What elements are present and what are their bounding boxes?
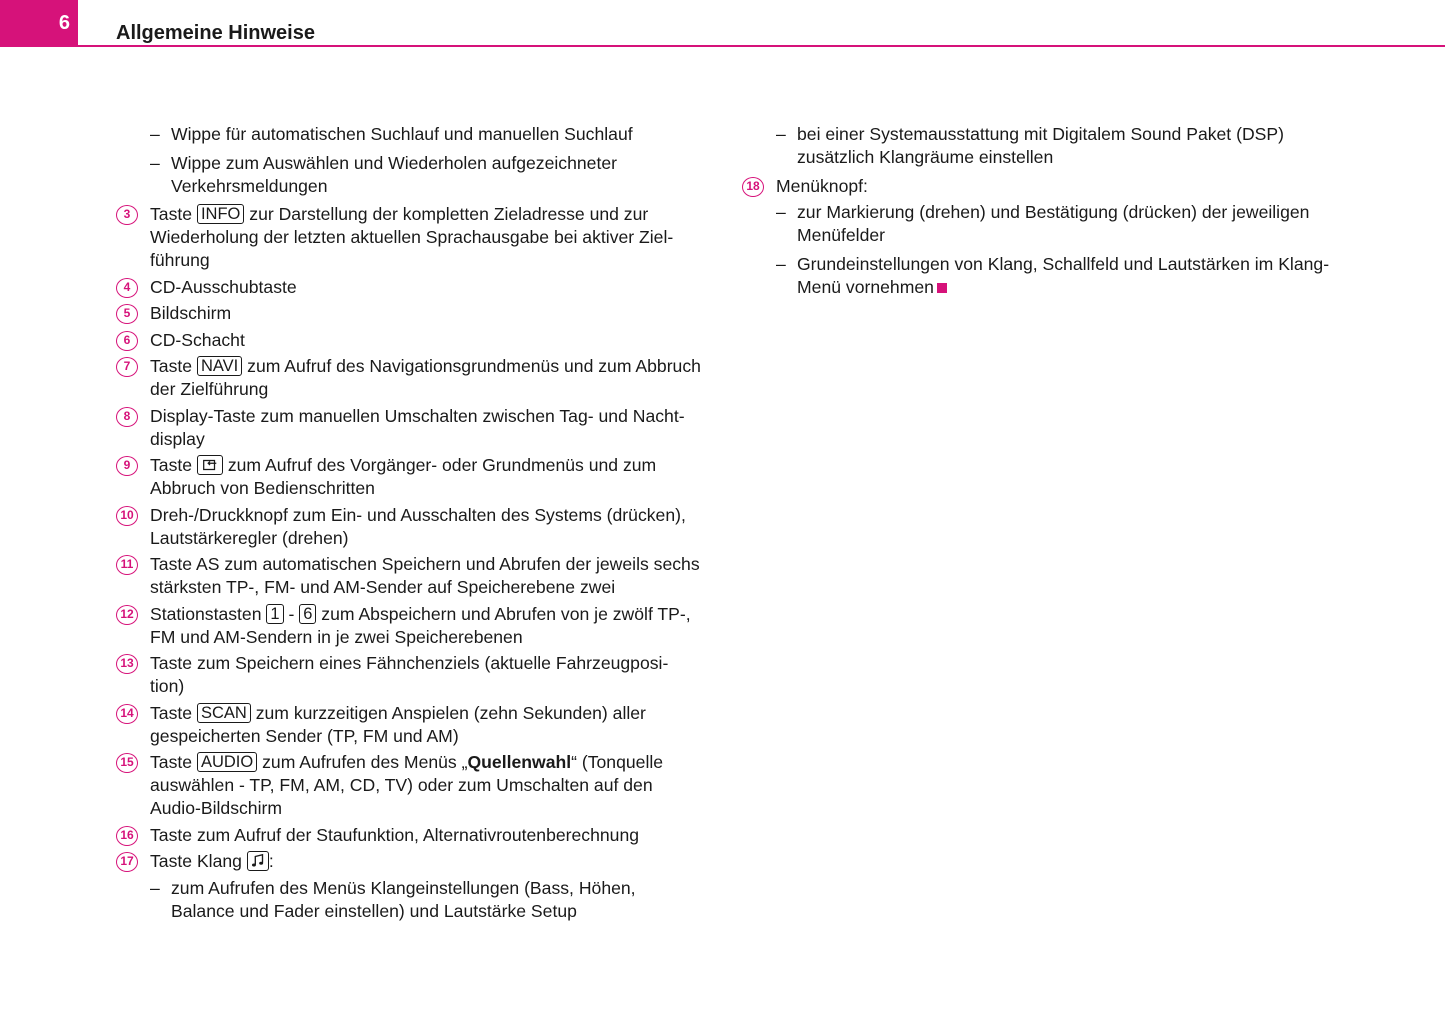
music-note-icon (247, 851, 269, 871)
list-item: 7 Taste NAVI zum Aufruf des Navigationsgrundmenüs und zum Abbruch der Zielführung (116, 355, 701, 401)
list-item: 9 Taste zum Aufruf des Vorgänger- oder Grundmenüs und zum Abbruch von Bedienschritten (116, 454, 701, 500)
item-number: 8 (116, 407, 138, 427)
item-number: 18 (742, 177, 764, 197)
list-item: – zur Markierung (drehen) und Bestätigung (drücken) der jeweiligen Menüfelder (742, 201, 1342, 247)
list-item: – Grundeinstellungen von Klang, Schallfeld und Lautstärken im Klang-Menü vornehmen (742, 253, 1342, 299)
item-number: 4 (116, 278, 138, 298)
right-column (742, 123, 1342, 304)
item-number: 17 (116, 852, 138, 872)
list-item: – zum Aufrufen des Menüs Klangeinstellungen (Bass, Höhen, Balance und Fader einstellen) und Lautstärke Setup (116, 877, 701, 923)
list-item: 16 Taste zum Aufruf der Staufunktion, Alternativroutenberechnung (116, 824, 701, 847)
back-arrow-icon (197, 455, 223, 475)
left-column (116, 123, 701, 928)
info-key: INFO (197, 204, 244, 224)
header-rule (78, 45, 1445, 47)
item-number: 3 (116, 205, 138, 225)
item-number: 15 (116, 753, 138, 773)
list-item: – bei einer Systemausstattung mit Digitalem Sound Paket (DSP) zusätzlich Klangräume einstellen (742, 123, 1342, 169)
item-number: 14 (116, 704, 138, 724)
page-title: Allgemeine Hinweise (116, 22, 315, 44)
list-item: 17 Taste Klang : (116, 850, 701, 873)
item-number: 6 (116, 331, 138, 351)
navi-key: NAVI (197, 356, 242, 376)
station-key-1: 1 (266, 604, 283, 624)
list-item: 18 Menüknopf: (742, 175, 1342, 198)
list-item: 15 Taste AUDIO zum Aufrufen des Menüs „Quellenwahl“ (Tonquelle auswählen - TP, FM, AM, CD, TV) oder zum Umschalten auf den Audio-Bildschirm (116, 751, 701, 820)
list-item: 4 CD-Ausschubtaste (116, 276, 701, 299)
station-key-6: 6 (299, 604, 316, 624)
audio-key: AUDIO (197, 752, 257, 772)
list-item: 11 Taste AS zum automatischen Speichern und Abrufen der jeweils sechs stärksten TP-, FM- und AM-Sender auf Speicherebene zwei (116, 553, 701, 599)
list-item: 13 Taste zum Speichern eines Fähnchenziels (aktuelle Fahrzeugposi-tion) (116, 652, 701, 698)
list-item: 10 Dreh-/Druckknopf zum Ein- und Ausschalten des Systems (drücken), Lautstärkeregler (drehen) (116, 504, 701, 550)
list-item: – Wippe für automatischen Suchlauf und manuellen Suchlauf (116, 123, 701, 146)
list-item: 6 CD-Schacht (116, 329, 701, 352)
item-number: 10 (116, 506, 138, 526)
item-number: 9 (116, 456, 138, 476)
scan-key: SCAN (197, 703, 251, 723)
list-item: 3 Taste INFO zur Darstellung der kompletten Zieladresse und zur Wiederholung der letzten aktuellen Sprachausgabe bei aktiver Ziel-führung (116, 203, 701, 272)
list-item: 8 Display-Taste zum manuellen Umschalten zwischen Tag- und Nacht-display (116, 405, 701, 451)
item-number: 11 (116, 555, 138, 575)
item-number: 12 (116, 605, 138, 625)
list-item: 5 Bildschirm (116, 302, 701, 325)
list-item: – Wippe zum Auswählen und Wiederholen aufgezeichneter Verkehrsmeldungen (116, 152, 701, 198)
item-number: 13 (116, 654, 138, 674)
end-of-section-icon (937, 283, 947, 293)
page-number: 6 (0, 0, 78, 47)
item-number: 16 (116, 826, 138, 846)
list-item: 14 Taste SCAN zum kurzzeitigen Anspielen (zehn Sekunden) aller gespeicherten Sender (TP, FM und AM) (116, 702, 701, 748)
item-number: 5 (116, 304, 138, 324)
item-number: 7 (116, 357, 138, 377)
list-item: 12 Stationstasten 1 - 6 zum Abspeichern und Abrufen von je zwölf TP-, FM und AM-Sendern in je zwei Speicherebenen (116, 603, 701, 649)
